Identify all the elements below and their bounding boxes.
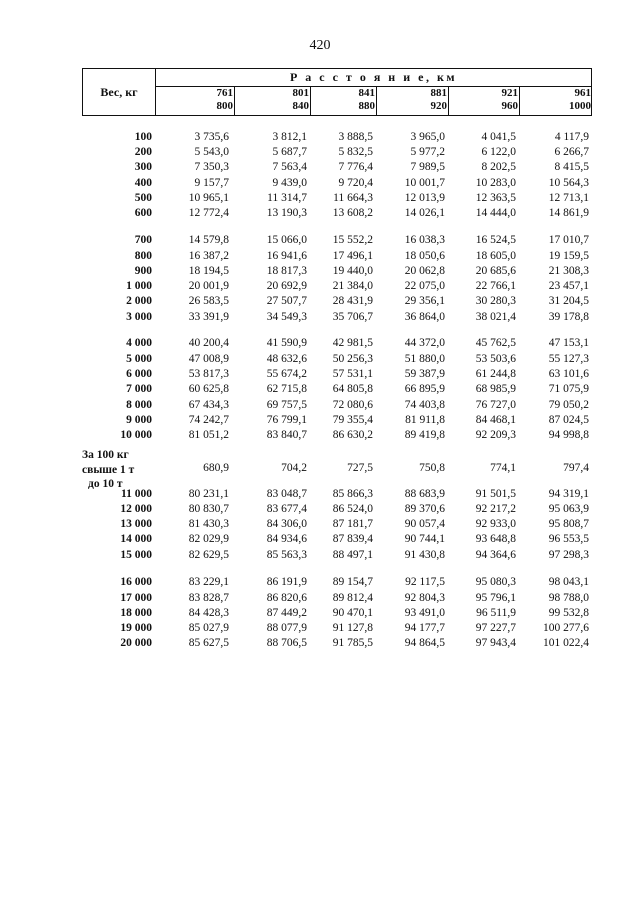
value-cell: 3 812,1 bbox=[272, 131, 307, 143]
value-cell: 82 029,9 bbox=[188, 533, 229, 545]
value-cell: 16 941,6 bbox=[266, 250, 307, 262]
table-row bbox=[0, 265, 640, 280]
table-row bbox=[0, 592, 640, 607]
value-cell: 88 683,9 bbox=[404, 488, 445, 500]
value-cell: 797,4 bbox=[563, 462, 589, 474]
value-cell: 6 122,0 bbox=[481, 146, 516, 158]
value-cell: 95 063,9 bbox=[548, 503, 589, 515]
value-cell: 5 977,2 bbox=[410, 146, 445, 158]
table-row bbox=[0, 533, 640, 548]
value-cell: 94 998,8 bbox=[548, 429, 589, 441]
value-cell: 91 501,5 bbox=[475, 488, 516, 500]
value-cell: 60 625,8 bbox=[188, 383, 229, 395]
value-cell: 35 706,7 bbox=[332, 311, 373, 323]
value-cell: 100 277,6 bbox=[543, 622, 589, 634]
value-cell: 74 403,8 bbox=[404, 399, 445, 411]
value-cell: 38 021,4 bbox=[475, 311, 516, 323]
weight-cell: 12 000 bbox=[120, 503, 152, 515]
value-cell: 83 229,1 bbox=[188, 576, 229, 588]
value-cell: 91 430,8 bbox=[404, 549, 445, 561]
value-cell: 4 117,9 bbox=[554, 131, 589, 143]
value-cell: 85 627,5 bbox=[188, 637, 229, 649]
value-cell: 13 190,3 bbox=[266, 207, 307, 219]
weight-cell: 20 000 bbox=[120, 637, 152, 649]
value-cell: 68 985,9 bbox=[475, 383, 516, 395]
value-cell: 92 933,0 bbox=[475, 518, 516, 530]
value-cell: 21 308,3 bbox=[548, 265, 589, 277]
table-row bbox=[0, 488, 640, 503]
weight-cell: 4 000 bbox=[126, 337, 152, 349]
table-row bbox=[0, 576, 640, 591]
weight-cell: 400 bbox=[134, 177, 152, 189]
value-cell: 80 231,1 bbox=[188, 488, 229, 500]
value-cell: 4 041,5 bbox=[481, 131, 516, 143]
per-100kg-label-line: до 10 т bbox=[88, 478, 123, 490]
value-cell: 3 888,5 bbox=[338, 131, 373, 143]
range-header-761-800 bbox=[156, 87, 235, 115]
value-cell: 12 013,9 bbox=[404, 192, 445, 204]
value-cell: 92 117,5 bbox=[405, 576, 445, 588]
weight-cell: 900 bbox=[134, 265, 152, 277]
value-cell: 79 050,2 bbox=[548, 399, 589, 411]
value-cell: 15 066,0 bbox=[266, 234, 307, 246]
table-row bbox=[0, 250, 640, 265]
value-cell: 26 583,5 bbox=[188, 295, 229, 307]
value-cell: 94 177,7 bbox=[404, 622, 445, 634]
value-cell: 18 817,3 bbox=[266, 265, 307, 277]
value-cell: 48 632,6 bbox=[266, 353, 307, 365]
value-cell: 64 805,8 bbox=[332, 383, 373, 395]
table-row bbox=[0, 549, 640, 564]
value-cell: 3 735,6 bbox=[194, 131, 229, 143]
value-cell: 89 419,8 bbox=[404, 429, 445, 441]
value-cell: 14 579,8 bbox=[188, 234, 229, 246]
value-cell: 88 497,1 bbox=[332, 549, 373, 561]
value-cell: 53 503,6 bbox=[475, 353, 516, 365]
table-row bbox=[0, 337, 640, 352]
value-cell: 62 715,8 bbox=[266, 383, 307, 395]
weight-cell: 13 000 bbox=[120, 518, 152, 530]
table-row bbox=[0, 383, 640, 398]
value-cell: 704,2 bbox=[281, 462, 307, 474]
value-cell: 93 648,8 bbox=[475, 533, 516, 545]
range-header-881-920 bbox=[377, 87, 449, 115]
value-cell: 87 181,7 bbox=[332, 518, 373, 530]
weight-cell: 200 bbox=[134, 146, 152, 158]
value-cell: 86 524,0 bbox=[332, 503, 373, 515]
value-cell: 81 430,3 bbox=[188, 518, 229, 530]
value-cell: 5 832,5 bbox=[338, 146, 373, 158]
value-cell: 94 319,1 bbox=[548, 488, 589, 500]
table-row bbox=[0, 295, 640, 310]
weight-cell: 700 bbox=[134, 234, 152, 246]
range-from: 801 bbox=[292, 87, 309, 99]
value-cell: 82 629,5 bbox=[188, 549, 229, 561]
value-cell: 90 057,4 bbox=[404, 518, 445, 530]
table-row bbox=[0, 429, 640, 444]
value-cell: 18 050,6 bbox=[404, 250, 445, 262]
range-to: 800 bbox=[216, 100, 233, 112]
value-cell: 83 048,7 bbox=[266, 488, 307, 500]
value-cell: 6 266,7 bbox=[554, 146, 589, 158]
value-cell: 96 511,9 bbox=[476, 607, 516, 619]
value-cell: 91 785,5 bbox=[332, 637, 373, 649]
value-cell: 101 022,4 bbox=[543, 637, 589, 649]
value-cell: 15 552,2 bbox=[332, 234, 373, 246]
value-cell: 11 664,3 bbox=[333, 192, 373, 204]
table-row bbox=[0, 503, 640, 518]
weight-cell: 9 000 bbox=[126, 414, 152, 426]
distance-title: Р а с с т о я н и е, км bbox=[156, 69, 591, 87]
value-cell: 20 692,9 bbox=[266, 280, 307, 292]
weight-cell: 18 000 bbox=[120, 607, 152, 619]
value-cell: 42 981,5 bbox=[332, 337, 373, 349]
value-cell: 14 026,1 bbox=[404, 207, 445, 219]
value-cell: 84 468,1 bbox=[475, 414, 516, 426]
value-cell: 53 817,3 bbox=[188, 368, 229, 380]
value-cell: 774,1 bbox=[490, 462, 516, 474]
value-cell: 67 434,3 bbox=[188, 399, 229, 411]
value-cell: 50 256,3 bbox=[332, 353, 373, 365]
table-row bbox=[0, 368, 640, 383]
value-cell: 17 010,7 bbox=[548, 234, 589, 246]
value-cell: 3 965,0 bbox=[410, 131, 445, 143]
weight-cell: 6 000 bbox=[126, 368, 152, 380]
value-cell: 89 154,7 bbox=[332, 576, 373, 588]
value-cell: 88 706,5 bbox=[266, 637, 307, 649]
weight-cell: 800 bbox=[134, 250, 152, 262]
table-row bbox=[0, 146, 640, 161]
weight-cell: 19 000 bbox=[120, 622, 152, 634]
value-cell: 29 356,1 bbox=[404, 295, 445, 307]
value-cell: 727,5 bbox=[347, 462, 373, 474]
range-to: 1000 bbox=[569, 100, 591, 112]
value-cell: 10 965,1 bbox=[188, 192, 229, 204]
value-cell: 19 440,0 bbox=[332, 265, 373, 277]
value-cell: 86 191,9 bbox=[266, 576, 307, 588]
value-cell: 20 062,8 bbox=[404, 265, 445, 277]
value-cell: 92 209,3 bbox=[475, 429, 516, 441]
value-cell: 680,9 bbox=[203, 462, 229, 474]
per-100kg-label-line: свыше 1 т bbox=[82, 463, 135, 476]
value-cell: 98 788,0 bbox=[548, 592, 589, 604]
value-cell: 19 159,5 bbox=[548, 250, 589, 262]
value-cell: 21 384,0 bbox=[332, 280, 373, 292]
weight-cell: 14 000 bbox=[120, 533, 152, 545]
value-cell: 57 531,1 bbox=[332, 368, 373, 380]
value-cell: 27 507,7 bbox=[266, 295, 307, 307]
weight-cell: 10 000 bbox=[120, 429, 152, 441]
value-cell: 85 027,9 bbox=[188, 622, 229, 634]
range-from: 761 bbox=[216, 87, 233, 99]
value-cell: 23 457,1 bbox=[548, 280, 589, 292]
weight-cell: 5 000 bbox=[126, 353, 152, 365]
value-cell: 55 127,3 bbox=[548, 353, 589, 365]
weight-cell: 100 bbox=[134, 131, 152, 143]
weight-cell: 500 bbox=[134, 192, 152, 204]
value-cell: 9 157,7 bbox=[194, 177, 229, 189]
table-row bbox=[0, 161, 640, 176]
page-number: 420 bbox=[309, 38, 331, 53]
value-cell: 20 001,9 bbox=[188, 280, 229, 292]
value-cell: 88 077,9 bbox=[266, 622, 307, 634]
value-cell: 17 496,1 bbox=[332, 250, 373, 262]
value-cell: 12 363,5 bbox=[475, 192, 516, 204]
value-cell: 45 762,5 bbox=[475, 337, 516, 349]
value-cell: 87 839,4 bbox=[332, 533, 373, 545]
value-cell: 9 720,4 bbox=[338, 177, 373, 189]
value-cell: 69 757,5 bbox=[266, 399, 307, 411]
value-cell: 14 861,9 bbox=[548, 207, 589, 219]
value-cell: 41 590,9 bbox=[266, 337, 307, 349]
value-cell: 87 024,5 bbox=[548, 414, 589, 426]
value-cell: 7 350,3 bbox=[194, 161, 229, 173]
value-cell: 28 431,9 bbox=[332, 295, 373, 307]
value-cell: 84 306,0 bbox=[266, 518, 307, 530]
value-cell: 93 491,0 bbox=[404, 607, 445, 619]
weight-cell: 7 000 bbox=[126, 383, 152, 395]
range-header-961-1000 bbox=[520, 87, 592, 115]
value-cell: 22 766,1 bbox=[475, 280, 516, 292]
weight-cell: 1 000 bbox=[126, 280, 152, 292]
table-row bbox=[0, 280, 640, 295]
table-row bbox=[0, 311, 640, 326]
value-cell: 81 051,2 bbox=[188, 429, 229, 441]
value-cell: 51 880,0 bbox=[404, 353, 445, 365]
value-cell: 40 200,4 bbox=[188, 337, 229, 349]
value-cell: 81 911,8 bbox=[405, 414, 445, 426]
range-header-921-960 bbox=[449, 87, 520, 115]
value-cell: 95 796,1 bbox=[475, 592, 516, 604]
value-cell: 89 812,4 bbox=[332, 592, 373, 604]
value-cell: 61 244,8 bbox=[475, 368, 516, 380]
value-cell: 22 075,0 bbox=[404, 280, 445, 292]
value-cell: 96 553,5 bbox=[548, 533, 589, 545]
table-header bbox=[82, 68, 592, 116]
value-cell: 11 314,7 bbox=[267, 192, 307, 204]
range-to: 840 bbox=[292, 100, 309, 112]
value-cell: 83 840,7 bbox=[266, 429, 307, 441]
value-cell: 79 355,4 bbox=[332, 414, 373, 426]
table-row bbox=[0, 131, 640, 146]
value-cell: 72 080,6 bbox=[332, 399, 373, 411]
value-cell: 20 685,6 bbox=[475, 265, 516, 277]
weight-cell: 16 000 bbox=[120, 576, 152, 588]
value-cell: 94 864,5 bbox=[404, 637, 445, 649]
value-cell: 89 370,6 bbox=[404, 503, 445, 515]
value-cell: 83 677,4 bbox=[266, 503, 307, 515]
weight-cell: 11 000 bbox=[121, 488, 152, 500]
value-cell: 80 830,7 bbox=[188, 503, 229, 515]
table-row bbox=[0, 449, 640, 490]
per-100kg-label-line: За 100 кг bbox=[82, 449, 129, 461]
value-cell: 76 799,1 bbox=[266, 414, 307, 426]
value-cell: 16 387,2 bbox=[188, 250, 229, 262]
value-cell: 90 744,1 bbox=[404, 533, 445, 545]
value-cell: 74 242,7 bbox=[188, 414, 229, 426]
value-cell: 5 687,7 bbox=[272, 146, 307, 158]
value-cell: 71 075,9 bbox=[548, 383, 589, 395]
weight-column-header: Вес, кг bbox=[83, 69, 156, 115]
table-row bbox=[0, 207, 640, 222]
weight-cell: 300 bbox=[134, 161, 152, 173]
value-cell: 16 524,5 bbox=[475, 234, 516, 246]
value-cell: 92 217,2 bbox=[475, 503, 516, 515]
value-cell: 66 895,9 bbox=[404, 383, 445, 395]
table-row bbox=[0, 192, 640, 207]
value-cell: 16 038,3 bbox=[404, 234, 445, 246]
value-cell: 98 043,1 bbox=[548, 576, 589, 588]
value-cell: 18 605,0 bbox=[475, 250, 516, 262]
value-cell: 36 864,0 bbox=[404, 311, 445, 323]
value-cell: 94 364,6 bbox=[475, 549, 516, 561]
value-cell: 7 989,5 bbox=[410, 161, 445, 173]
value-cell: 8 415,5 bbox=[554, 161, 589, 173]
table-row bbox=[0, 353, 640, 368]
weight-cell: 17 000 bbox=[120, 592, 152, 604]
value-cell: 99 532,8 bbox=[548, 607, 589, 619]
table-row bbox=[0, 607, 640, 622]
value-cell: 84 428,3 bbox=[188, 607, 229, 619]
value-cell: 63 101,6 bbox=[548, 368, 589, 380]
value-cell: 85 563,3 bbox=[266, 549, 307, 561]
value-cell: 87 449,2 bbox=[266, 607, 307, 619]
value-cell: 95 080,3 bbox=[475, 576, 516, 588]
value-cell: 34 549,3 bbox=[266, 311, 307, 323]
table-row bbox=[0, 637, 640, 652]
range-from: 841 bbox=[358, 87, 375, 99]
value-cell: 10 001,7 bbox=[404, 177, 445, 189]
value-cell: 750,8 bbox=[419, 462, 445, 474]
table-row bbox=[0, 414, 640, 429]
value-cell: 90 470,1 bbox=[332, 607, 373, 619]
value-cell: 9 439,0 bbox=[272, 177, 307, 189]
value-cell: 5 543,0 bbox=[194, 146, 229, 158]
range-to: 880 bbox=[358, 100, 375, 112]
value-cell: 12 772,4 bbox=[188, 207, 229, 219]
value-cell: 14 444,0 bbox=[475, 207, 516, 219]
value-cell: 83 828,7 bbox=[188, 592, 229, 604]
table-row bbox=[0, 234, 640, 249]
table-row bbox=[0, 622, 640, 637]
range-from: 921 bbox=[501, 87, 518, 99]
weight-cell: 600 bbox=[134, 207, 152, 219]
value-cell: 13 608,2 bbox=[332, 207, 373, 219]
weight-cell: 3 000 bbox=[126, 311, 152, 323]
value-cell: 44 372,0 bbox=[404, 337, 445, 349]
value-cell: 85 866,3 bbox=[332, 488, 373, 500]
value-cell: 97 298,3 bbox=[548, 549, 589, 561]
value-cell: 86 820,6 bbox=[266, 592, 307, 604]
value-cell: 86 630,2 bbox=[332, 429, 373, 441]
value-cell: 31 204,5 bbox=[548, 295, 589, 307]
value-cell: 18 194,5 bbox=[188, 265, 229, 277]
value-cell: 91 127,8 bbox=[332, 622, 373, 634]
range-header-841-880 bbox=[311, 87, 377, 115]
range-to: 920 bbox=[430, 100, 447, 112]
table-row bbox=[0, 518, 640, 533]
value-cell: 97 943,4 bbox=[475, 637, 516, 649]
value-cell: 84 934,6 bbox=[266, 533, 307, 545]
value-cell: 76 727,0 bbox=[475, 399, 516, 411]
weight-cell: 15 000 bbox=[120, 549, 152, 561]
value-cell: 39 178,8 bbox=[548, 311, 589, 323]
weight-cell: 2 000 bbox=[126, 295, 152, 307]
value-cell: 8 202,5 bbox=[481, 161, 516, 173]
value-cell: 10 564,3 bbox=[548, 177, 589, 189]
value-cell: 47 008,9 bbox=[188, 353, 229, 365]
value-cell: 55 674,2 bbox=[266, 368, 307, 380]
table-row bbox=[0, 399, 640, 414]
range-header-801-840 bbox=[235, 87, 311, 115]
value-cell: 92 804,3 bbox=[404, 592, 445, 604]
value-cell: 30 280,3 bbox=[475, 295, 516, 307]
weight-cell: 8 000 bbox=[126, 399, 152, 411]
value-cell: 33 391,9 bbox=[188, 311, 229, 323]
table-row bbox=[0, 177, 640, 192]
value-cell: 7 563,4 bbox=[272, 161, 307, 173]
value-cell: 97 227,7 bbox=[475, 622, 516, 634]
value-cell: 10 283,0 bbox=[475, 177, 516, 189]
value-cell: 7 776,4 bbox=[338, 161, 373, 173]
value-cell: 12 713,1 bbox=[548, 192, 589, 204]
value-cell: 47 153,1 bbox=[548, 337, 589, 349]
range-from: 961 bbox=[574, 87, 591, 99]
value-cell: 59 387,9 bbox=[404, 368, 445, 380]
value-cell: 95 808,7 bbox=[548, 518, 589, 530]
range-from: 881 bbox=[430, 87, 447, 99]
range-to: 960 bbox=[501, 100, 518, 112]
